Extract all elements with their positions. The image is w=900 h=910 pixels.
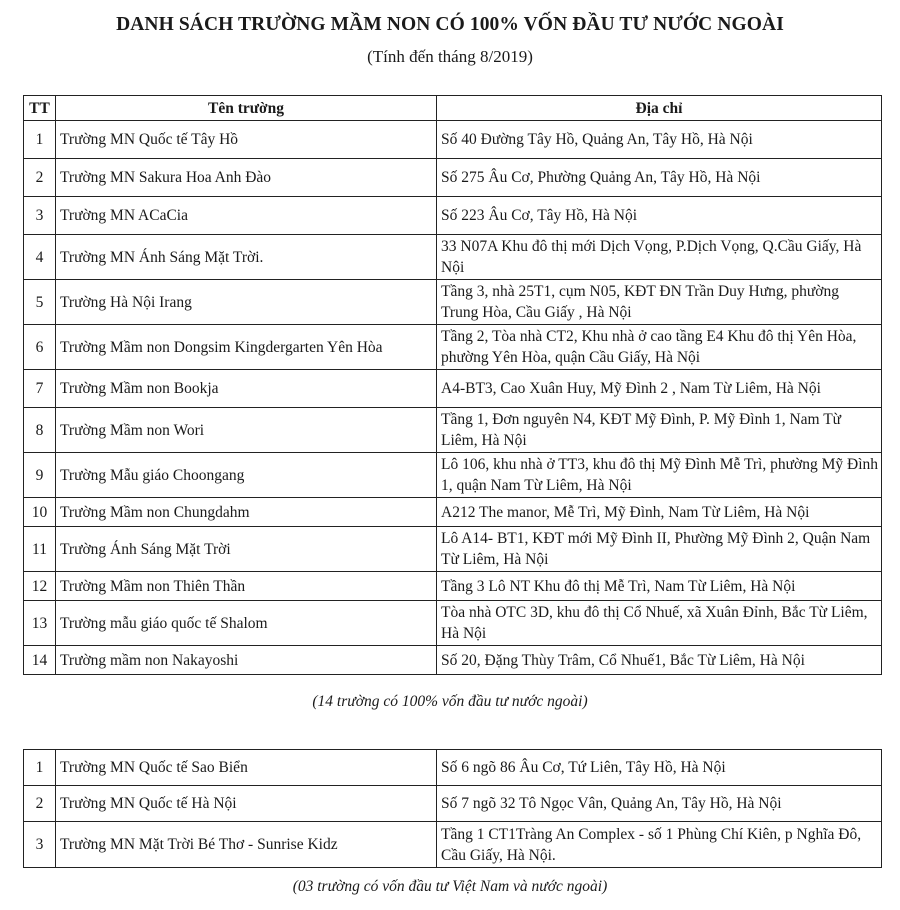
school-address: A4-BT3, Cao Xuân Huy, Mỹ Đình 2 , Nam Từ Liêm, Hà Nội — [437, 370, 882, 408]
table-row — [24, 572, 882, 601]
school-name: Trường Mầm non Bookja — [56, 370, 437, 408]
school-address: Tầng 1, Đơn nguyên N4, KĐT Mỹ Đình, P. Mỹ Đình 1, Nam Từ Liêm, Hà Nội — [437, 408, 882, 453]
row-number: 4 — [24, 235, 56, 280]
school-name: Trường mẫu giáo quốc tế Shalom — [56, 601, 437, 646]
row-number: 11 — [24, 527, 56, 572]
row-number: 1 — [24, 121, 56, 159]
table-row — [24, 822, 882, 868]
table-2-footnote: (03 trường có vốn đầu tư Việt Nam và nước ngoài) — [292, 878, 608, 895]
row-number: 6 — [24, 325, 56, 370]
school-name: Trường MN Ánh Sáng Mặt Trời. — [56, 235, 437, 280]
row-number: 8 — [24, 408, 56, 453]
table-row — [24, 325, 882, 370]
school-name: Trường Mầm non Wori — [56, 408, 437, 453]
school-name: Trường MN ACaCia — [56, 197, 437, 235]
school-name: Trường Mẫu giáo Choongang — [56, 453, 437, 498]
school-address: Lô 106, khu nhà ở TT3, khu đô thị Mỹ Đình Mễ Trì, phường Mỹ Đình 1, quận Nam Từ Liêm, Hà Nội — [437, 453, 882, 498]
school-address: Số 223 Âu Cơ, Tây Hồ, Hà Nội — [437, 197, 882, 235]
document-title: DANH SÁCH TRƯỜNG MẦM NON CÓ 100% VỐN ĐẦU TƯ NƯỚC NGOÀI — [116, 14, 784, 35]
table-row — [24, 235, 882, 280]
table-row — [24, 280, 882, 325]
row-number: 12 — [24, 572, 56, 601]
school-name: Trường Mầm non Thiên Thần — [56, 572, 437, 601]
school-name: Trường MN Quốc tế Hà Nội — [56, 786, 437, 822]
row-number: 3 — [24, 822, 56, 868]
row-number: 10 — [24, 498, 56, 527]
header-tt: TT — [24, 96, 56, 121]
row-number: 1 — [24, 750, 56, 786]
table-row — [24, 121, 882, 159]
school-address: Tầng 3, nhà 25T1, cụm N05, KĐT ĐN Trần Duy Hưng, phường Trung Hòa, Cầu Giấy , Hà Nội — [437, 280, 882, 325]
school-address: Số 275 Âu Cơ, Phường Quảng An, Tây Hồ, Hà Nội — [437, 159, 882, 197]
table-header-row — [24, 96, 882, 121]
school-address: Số 20, Đặng Thùy Trâm, Cổ Nhuế1, Bắc Từ Liêm, Hà Nội — [437, 646, 882, 675]
school-address: 33 N07A Khu đô thị mới Dịch Vọng, P.Dịch Vọng, Q.Cầu Giấy, Hà Nội — [437, 235, 882, 280]
row-number: 5 — [24, 280, 56, 325]
joint-investment-schools-table — [23, 749, 882, 868]
foreign-investment-schools-table — [23, 95, 882, 675]
school-address: Tầng 3 Lô NT Khu đô thị Mễ Trì, Nam Từ Liêm, Hà Nội — [437, 572, 882, 601]
school-name: Trường MN Mặt Trời Bé Thơ - Sunrise Kidz — [56, 822, 437, 868]
table-row — [24, 750, 882, 786]
row-number: 2 — [24, 786, 56, 822]
row-number: 14 — [24, 646, 56, 675]
header-address: Địa chỉ — [437, 96, 882, 121]
table-row — [24, 527, 882, 572]
school-address: Số 40 Đường Tây Hồ, Quảng An, Tây Hồ, Hà Nội — [437, 121, 882, 159]
table-row — [24, 159, 882, 197]
school-name: Trường Mầm non Dongsim Kingdergarten Yên Hòa — [56, 325, 437, 370]
school-address: Số 6 ngõ 86 Âu Cơ, Tứ Liên, Tây Hồ, Hà Nội — [437, 750, 882, 786]
school-address: Số 7 ngõ 32 Tô Ngọc Vân, Quảng An, Tây Hồ, Hà Nội — [437, 786, 882, 822]
school-address: Lô A14- BT1, KĐT mới Mỹ Đình II, Phường Mỹ Đình 2, Quận Nam Từ Liêm, Hà Nội — [437, 527, 882, 572]
row-number: 9 — [24, 453, 56, 498]
table-1-footnote: (14 trường có 100% vốn đầu tư nước ngoài) — [312, 693, 588, 710]
school-address: A212 The manor, Mễ Trì, Mỹ Đình, Nam Từ Liêm, Hà Nội — [437, 498, 882, 527]
school-address: Tầng 1 CT1Tràng An Complex - số 1 Phùng Chí Kiên, p Nghĩa Đô, Cầu Giấy, Hà Nội. — [437, 822, 882, 868]
row-number: 3 — [24, 197, 56, 235]
table-row — [24, 453, 882, 498]
school-address: Tòa nhà OTC 3D, khu đô thị Cổ Nhuế, xã Xuân Đỉnh, Bắc Từ Liêm, Hà Nội — [437, 601, 882, 646]
row-number: 13 — [24, 601, 56, 646]
header-school-name: Tên trường — [56, 96, 437, 121]
school-name: Trường mầm non Nakayoshi — [56, 646, 437, 675]
school-name: Trường Ánh Sáng Mặt Trời — [56, 527, 437, 572]
school-name: Trường MN Sakura Hoa Anh Đào — [56, 159, 437, 197]
table-row — [24, 197, 882, 235]
table-row — [24, 370, 882, 408]
table-row — [24, 646, 882, 675]
document-subtitle: (Tính đến tháng 8/2019) — [367, 47, 533, 66]
school-name: Trường MN Quốc tế Sao Biển — [56, 750, 437, 786]
row-number: 7 — [24, 370, 56, 408]
school-name: Trường Mầm non Chungdahm — [56, 498, 437, 527]
table-row — [24, 786, 882, 822]
school-address: Tầng 2, Tòa nhà CT2, Khu nhà ở cao tầng E4 Khu đô thị Yên Hòa, phường Yên Hòa, quận Cầu Giấy, Hà Nội — [437, 325, 882, 370]
table-row — [24, 498, 882, 527]
row-number: 2 — [24, 159, 56, 197]
table-row — [24, 601, 882, 646]
school-name: Trường MN Quốc tế Tây Hồ — [56, 121, 437, 159]
school-name: Trường Hà Nội Irang — [56, 280, 437, 325]
table-row — [24, 408, 882, 453]
